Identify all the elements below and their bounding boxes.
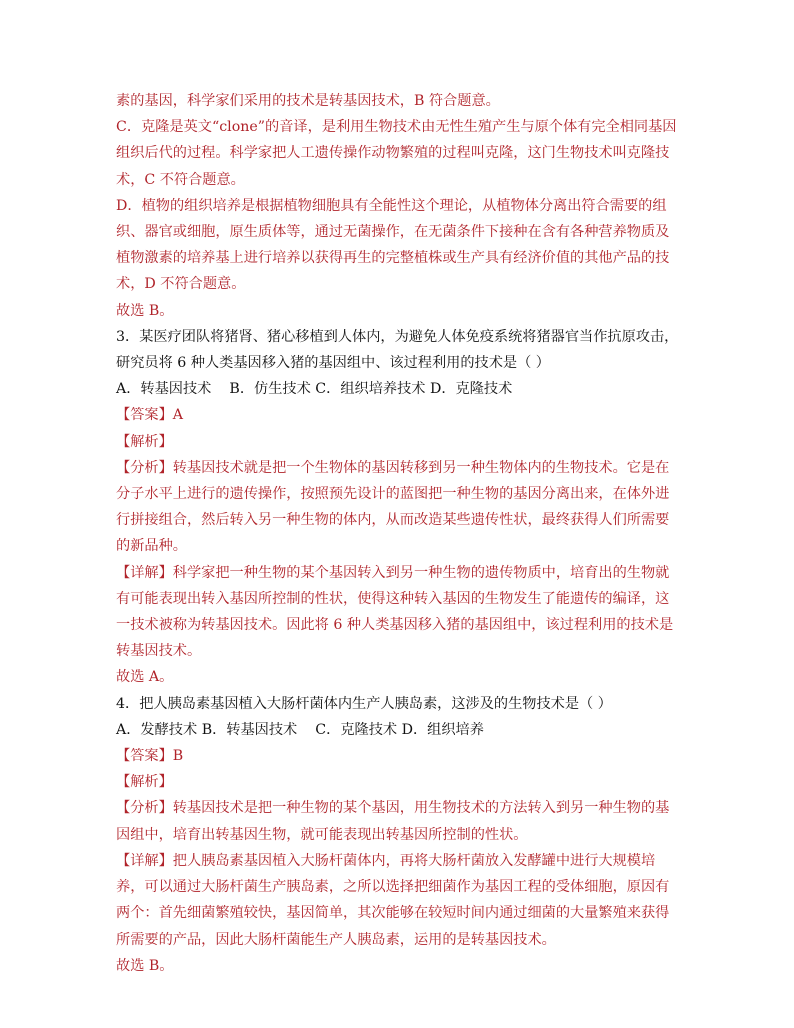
prev-option-d-explanation: D．植物的组织培养是根据植物细胞具有全能性这个理论，从植物体分离出符合需要的组织、器官或细胞，原生质体等，通过无菌操作，在无菌条件下接种在含有各种营养物质及植物激素的培养基上进行培养以获得再生的完整植株或生产具有经济价值的其他产品的技术，D 不符合题意。 [116,197,670,293]
question-4-options-text: A．发酵技术 B．转基因技术 C．克隆技术 D．组织培养 [116,721,484,738]
question-3-fenxi: 【分析】转基因技术就是把一个生物体的基因转移到另一种生物体内的生物技术。它是在分子水平上进行的遗传操作，按照预先设计的蓝图把一种生物的基因分离出来，在体外进行拼接组合，然后转入另一种生物的体内，从而改造某些遗传性状，最终获得人们所需要的新品种。 [116,459,670,555]
question-3-analysis-heading: 【解析】 [116,433,173,450]
question-4-xiangjie: 【详解】把人胰岛素基因植入大肠杆菌体内，再将大肠杆菌放入发酵罐中进行大规模培养，可以通过大肠杆菌生产胰岛素，之所以选择把细菌作为基因工程的受体细胞，原因有两个：首先细菌繁殖较快，基因简单，其次能够在较短时间内通过细菌的大量繁殖来获得所需要的产品，因此大肠杆菌能生产人胰岛素，运用的是转基因技术。 [116,852,670,948]
question-3-answer: 【答案】A [116,407,183,424]
prev-option-c-explanation: C．克隆是英文“clone”的音译，是利用生物技术由无性生殖产生与原个体有完全相同基因组织后代的过程。科学家把人工遗传操作动物繁殖的过程叫克隆，这门生物技术叫克隆技术，C 不符合题意。 [116,119,677,188]
question-4-options [116,717,682,743]
question-4-fenxi: 【分析】转基因技术是把一种生物的某个基因，用生物技术的方法转入到另一种生物的基因组中，培育出转基因生物，就可能表现出转基因所控制的性状。 [116,800,670,843]
question-3-stem: 3．某医疗团队将猪肾、猪心移植到人体内，为避免人体免疫系统将猪器官当作抗原攻击，研究员将 6 种人类基因移入猪的基因组中、该过程利用的技术是（ ） [116,328,679,372]
question-3-choose: 故选 A。 [116,669,174,686]
question-3-options-text: A．转基因技术 B．仿生技术 C．组织培养技术 D．克隆技术 [116,381,513,398]
prev-explanation-end: 素的基因，科学家们采用的技术是转基因技术，B 符合题意。 [116,93,500,109]
question-4-stem: 4．把人胰岛素基因植入大肠杆菌体内生产人胰岛素，这涉及的生物技术是（ ） [116,695,612,712]
prev-choose-answer: 故选 B。 [116,302,174,319]
question-3-xiangjie: 【详解】科学家把一种生物的某个基因转入到另一种生物的遗传物质中，培育出的生物就有可能表现出转入基因所控制的性状，使得这种转入基因的生物发生了能遗传的编译，这一技术被称为转基因技术。因此将 6 种人类基因移入猪的基因组中，该过程利用的技术是转基因技术。 [116,564,674,660]
question-4-choose: 故选 B。 [116,957,174,974]
question-3-options [116,376,682,402]
document-page [116,88,682,979]
question-4-answer: 【答案】B [116,748,184,765]
question-4-analysis-heading: 【解析】 [116,774,173,791]
